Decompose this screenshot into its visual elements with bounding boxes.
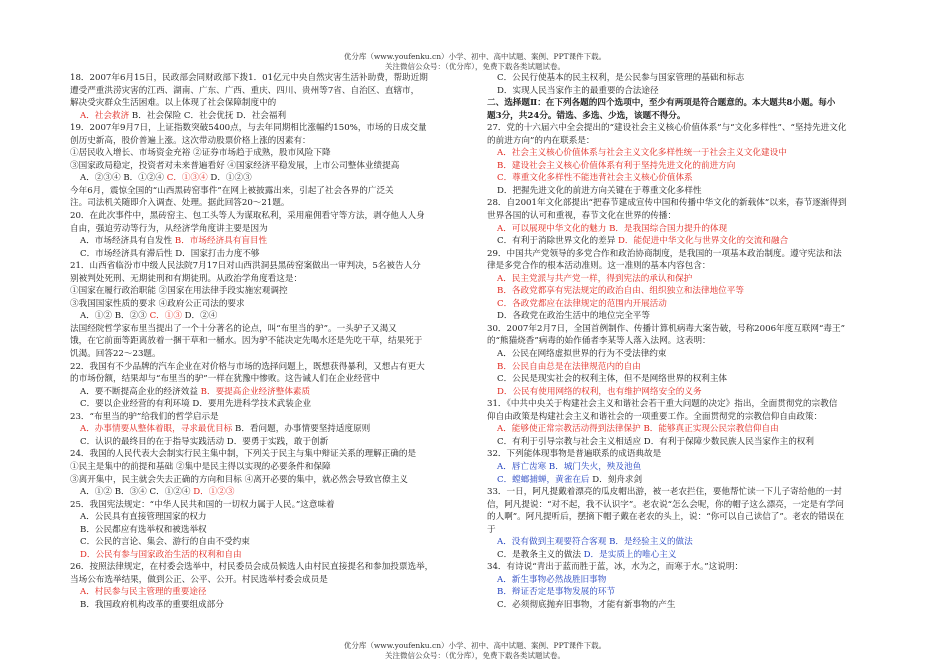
- text-line: [487, 298, 907, 311]
- text-run: ①民主是集中的前提和基础 ②集中是民主得以实现的必要条件和保障: [70, 461, 331, 472]
- text-run: 25．我国宪法规定：“中华人民共和国的一切权力属于人民。”这意味着: [70, 499, 335, 510]
- text-run: 20．在此次事件中，黑砖窑主、包工头等人为谋取私利，采用雇佣看守等方法，剥夺他人人身: [70, 211, 425, 222]
- text-run: B．市场经济具有盲目性: [174, 236, 268, 247]
- text-run: 22．我国有不少品牌的汽车企业在对价格与市场的选择问题上，既想获得暴利，又想占有更大: [70, 361, 425, 372]
- text-line: [487, 599, 907, 612]
- text-line: [70, 499, 480, 512]
- text-run: B．辩证否定是事物发展的环节: [497, 587, 616, 598]
- text-run: 27．党的十六届六中全会提出的“建设社会主义核心价值体系”与“文化多样性”、“坚持先进文化: [487, 123, 847, 134]
- text-run: A．社会主义核心价值体系与社会主义文化多样性统一于社会主义文化建设中: [497, 148, 787, 159]
- text-line: [487, 348, 907, 361]
- text-run: C．①③: [149, 311, 182, 322]
- text-line: [487, 411, 907, 424]
- text-run: D．②④: [181, 311, 218, 322]
- text-run: A．市场经济具有自发性: [80, 236, 175, 247]
- text-line: [70, 147, 480, 160]
- text-line: [70, 110, 480, 123]
- text-run: 于: [487, 524, 496, 535]
- page-footer: [0, 641, 950, 661]
- text-line: [70, 97, 480, 110]
- text-run: C．必须彻底抛弃旧事物，才能有新事物的产生: [497, 599, 676, 610]
- text-line: [70, 298, 480, 311]
- text-run: 饿，在它前面等距离放着一捆干草和一桶水。因为驴不能决定先喝水还是先吃干草，结果死于: [70, 336, 423, 347]
- text-run: C．公民行使基本的民主权利，是公民参与国家管理的基础和标志: [497, 73, 745, 83]
- text-run: 31．《中共中央关于构建社会主义和谐社会若干重大问题的决定》指出，全面贯彻党的宗教信: [487, 399, 838, 410]
- text-line: [487, 210, 907, 223]
- text-run: D．①②③: [207, 173, 252, 184]
- text-line: [70, 135, 480, 148]
- text-line: [70, 248, 480, 261]
- text-line: [487, 135, 907, 148]
- text-line: [487, 260, 907, 273]
- text-run: ①居民收入增长、市场资金充裕 ②证券市场趋于成熟，股市风险下降: [70, 148, 331, 159]
- text-run: 二、选择题Ⅱ：在下列各题的四个选项中，至少有两项是符合题意的。本大题共8小题。每小: [487, 98, 836, 109]
- text-run: 的市场份额，结果却与“布里当的驴”一样在犹豫中惨败。这告诫人们在企业经营中: [70, 374, 380, 385]
- text-run: B．我国政府机构改革的重要组成部分: [80, 599, 224, 610]
- text-run: B．能够真正实现公民宗教信仰自由: [640, 424, 779, 435]
- text-run: A．①② B．②③: [80, 311, 150, 322]
- text-run: C．是教条主义的做法: [497, 549, 584, 560]
- text-run: B．是我国综合国力提升的体现: [606, 223, 728, 234]
- text-line: [70, 411, 480, 424]
- text-line: [487, 361, 907, 374]
- text-run: 法国经院哲学家布里当提出了一个十分著名的论点，叫“布里当的驴”。一头驴子又渴又: [70, 323, 397, 334]
- text-run: C．各政党都应在法律规定的范围内开展活动: [497, 298, 667, 309]
- text-line: [487, 323, 907, 336]
- text-line: [487, 197, 907, 210]
- text-run: 饥渴。回答22～23题。: [70, 349, 161, 360]
- text-line: [487, 110, 907, 123]
- text-line: [70, 398, 480, 411]
- text-run: D．刻舟求剑: [589, 474, 643, 485]
- text-run: ①国家在履行政治职能 ②国家在用法律手段实施宏观调控: [70, 286, 288, 297]
- text-run: B．各政党都享有宪法规定的政治自由、组织独立和法律地位平等: [497, 286, 744, 297]
- text-line: [70, 323, 480, 336]
- text-line: [70, 574, 480, 587]
- text-run: 解决受灾群众生活困难。以上体现了社会保障制度中的: [70, 98, 277, 109]
- text-run: D．能促进中华文化与世界文化的交流和融合: [618, 236, 789, 247]
- footer-line-2: 关注微信公众号：（优分库），免费下载各类试题试卷。: [385, 651, 565, 660]
- text-line: [487, 373, 907, 386]
- text-run: 自由，强迫劳动等行为，从经济学角度讲主要是因为: [70, 223, 268, 234]
- text-line: [70, 185, 480, 198]
- text-run: 信，阿凡提说：“对不起，我不认识字”。老农说“怎么会呢，你的帽子这么漂亮，一定是有学问: [487, 499, 844, 510]
- text-run: 仰自由政策是构建社会主义和谐社会的一项重要工作。全面贯彻党的宗教信仰自由政策：: [487, 411, 823, 422]
- text-run: 的人啊”。阿凡提听后，摆摘下帽子戴在老农的头上，说：“你可以自己读信了”。老农的错误在: [487, 512, 844, 523]
- text-line: [487, 499, 907, 512]
- text-run: 注。司法机关随即介入调查、处理。据此回答20～21题。: [70, 198, 290, 209]
- text-run: ③国家政局稳定，投资者对未来普遍看好 ④国家经济平稳发展，上市公司整体业绩提高: [70, 160, 400, 171]
- text-line: [487, 386, 907, 399]
- text-line: [70, 197, 480, 210]
- text-run: A．①② B．③④ C．①②④: [80, 487, 194, 498]
- text-line: [487, 436, 907, 449]
- text-line: [70, 335, 480, 348]
- text-run: D．①②③: [193, 487, 235, 498]
- text-line: [487, 172, 907, 185]
- text-run: 33．一日，阿凡提戴着漂亮的瓜皮帽出游，被一老农拦住，要他帮忙读一下儿子寄给他的一封: [487, 487, 842, 498]
- text-line: [487, 511, 907, 524]
- text-line: [70, 273, 480, 286]
- text-line: [487, 486, 907, 499]
- text-run: B．要提高企业经济整体素质: [200, 386, 311, 397]
- text-run: D．公民有参与国家政治生活的权利和自由: [80, 549, 242, 560]
- text-run: A．社会救济: [80, 110, 130, 121]
- text-line: [487, 97, 907, 110]
- text-run: A．办事情要从整体着眼，寻求最优目标: [80, 424, 233, 435]
- text-run: 今年6月，震惊全国的“山西黑砖窑事件”在网上被披露出来，引起了社会各界的广泛关: [70, 185, 394, 196]
- text-line: [70, 172, 480, 185]
- left-column: [70, 72, 480, 612]
- text-run: C．螳螂捕蝉，黄雀在后: [497, 474, 590, 485]
- text-line: [487, 536, 907, 549]
- text-line: [70, 474, 480, 487]
- text-run: 30．2007年2月7日，全国首例制作、传播计算机病毒大案告破，号称2006年度互联网“毒王”: [487, 323, 845, 334]
- text-run: 律是多党合作的根本活动准则。这一准则的基本内容包含：: [487, 261, 711, 272]
- text-run: ③我国国家性质的要求 ④政府公正司法的要求: [70, 298, 245, 309]
- text-run: B．建设社会主义核心价值体系有利于坚持先进文化的前进方向: [497, 160, 736, 171]
- text-line: [487, 122, 907, 135]
- text-run: 32．下列能体现事物是普遍联系的成语典故是: [487, 449, 662, 460]
- text-line: [70, 586, 480, 599]
- page-header: [0, 52, 950, 72]
- text-run: 的“熊猫烧香”病毒的始作俑者李某等人落入法网。这表明：: [487, 336, 711, 347]
- text-run: B．公民自由总是在法律规范内的自由: [497, 361, 641, 372]
- text-line: [487, 160, 907, 173]
- text-run: 世界各国的认可和重视，春节文化在世界的传播：: [487, 211, 677, 222]
- text-line: [487, 549, 907, 562]
- text-line: [487, 398, 907, 411]
- text-run: A．可以展现中华文化的魅力: [497, 223, 607, 234]
- text-line: [487, 524, 907, 537]
- text-line: [487, 273, 907, 286]
- text-line: [70, 448, 480, 461]
- text-line: [70, 85, 480, 98]
- text-run: A．要不断提高企业的经济效益: [80, 386, 201, 397]
- text-line: [70, 223, 480, 236]
- text-line: [70, 260, 480, 273]
- text-run: B．公民都应有选举权和被选举权: [80, 524, 207, 535]
- text-run: 23．“布里当的驴”给我们的哲学启示是: [70, 411, 219, 422]
- text-line: [70, 461, 480, 474]
- text-line: [70, 511, 480, 524]
- text-line: [487, 586, 907, 599]
- text-line: [487, 85, 907, 98]
- text-run: A．新生事物必然战胜旧事物: [497, 574, 607, 585]
- text-run: C．认识的最终目的在于指导实践活动 D．要勇于实践，敢于创新: [80, 436, 329, 447]
- footer-line-1: 优分库（www.youfenku.cn）小学、初中、高中试题、案例、PPT课件下载。: [343, 641, 607, 650]
- text-run: 26．按照法律规定，在村委会选举中，村民委员会成员候选人由村民直接提名和参加投票选举，: [70, 562, 434, 573]
- text-line: [487, 235, 907, 248]
- text-line: [70, 361, 480, 374]
- text-run: C．有利于消除世界文化的差异: [497, 236, 619, 247]
- text-line: [70, 72, 480, 85]
- text-run: C．公民是现实社会的权利主体，但不是网络世界的权利主体: [497, 374, 728, 385]
- text-run: 遭受严重洪涝灾害的江西、湖南、广东、广西、重庆、四川、贵州等7省、自治区、直辖市，: [70, 85, 420, 96]
- text-run: 24．我国的人民代表大会制实行民主集中制，下列关于民主与集中辩证关系的理解正确的是: [70, 449, 417, 460]
- text-run: B．城门失火，殃及池鱼: [546, 461, 642, 472]
- text-line: [487, 423, 907, 436]
- text-line: [70, 386, 480, 399]
- text-line: [487, 574, 907, 587]
- text-line: [487, 285, 907, 298]
- text-run: D．是实质上的唯心主义: [583, 549, 677, 560]
- text-line: [70, 536, 480, 549]
- text-run: A．公民具有直接管理国家的权力: [80, 512, 207, 523]
- text-run: A．没有做到主观要符合客观: [497, 537, 607, 548]
- text-line: [487, 461, 907, 474]
- text-run: D．各政党在政治生活中的地位完全平等: [497, 311, 650, 322]
- text-run: 28．自2001年文化部提出“把春节建成宣传中国和传播中华文化的新载体”以来，春节逐渐得到: [487, 198, 847, 209]
- text-line: [70, 524, 480, 537]
- header-line-1: 优分库（www.youfenku.cn）小学、初中、高中试题、案例、PPT课件下载。: [343, 52, 607, 61]
- text-line: [70, 285, 480, 298]
- text-line: [70, 210, 480, 223]
- text-run: 19．2007年9月7日，上证指数突破5400点，与去年同期相比涨幅约150%，市场的日成交量: [70, 123, 427, 134]
- text-run: 21．山西省临汾市中级人民法院7月17日对山西洪洞县黑砖窑案做出一审判决，5名被告人分: [70, 261, 421, 272]
- text-run: B．看问题，办事情要坚持适度原则: [232, 424, 371, 435]
- text-run: A．②③④ B．①②④: [80, 173, 167, 184]
- text-run: C．①③④: [166, 173, 208, 184]
- text-run: C．公民的言论、集会、游行的自由不受约束: [80, 537, 250, 548]
- text-line: [487, 474, 907, 487]
- text-line: [487, 310, 907, 323]
- text-run: C．尊重文化多样性不能违背社会主义核心价值体系: [497, 173, 693, 184]
- text-run: A．公民在网络虚拟世界的行为不受法律约束: [497, 349, 667, 360]
- text-run: ③离开集中，民主就会失去正确的方向和目标 ④离开必要的集中，就必然会导致官僚主义: [70, 474, 408, 485]
- text-run: 18．2007年6月15日，民政部会同财政部下拨1．01亿元中央自然灾害生活补助费，帮助近期: [70, 73, 428, 83]
- text-run: 34．有诗说“青出于蓝而胜于蓝，冰，水为之，而寒于水。”这说明：: [487, 562, 744, 573]
- text-line: [487, 335, 907, 348]
- text-run: C．要以企业经营的有利环境 D．要用先进科学技术武装企业: [80, 399, 312, 410]
- text-run: C．市场经济具有滞后性 D．国家打击力度不够: [80, 248, 260, 259]
- text-line: [70, 373, 480, 386]
- text-run: 29．中国共产党领导的多党合作和政治协商制度，是我国的一项基本政治制度。遵守宪法和法: [487, 248, 842, 259]
- text-run: B．社会保险 C．社会优抚 D．社会福利: [129, 110, 287, 121]
- text-line: [487, 185, 907, 198]
- text-run: D．把握先进文化的前进方向关键在于尊重文化多样性: [497, 185, 702, 196]
- text-line: [70, 235, 480, 248]
- text-line: [487, 448, 907, 461]
- text-line: [70, 549, 480, 562]
- text-line: [70, 423, 480, 436]
- text-line: [487, 248, 907, 261]
- text-run: 当场公布选举结果，做到公正、公平、公开。村民选举村委会成员是: [70, 574, 328, 585]
- header-line-2: 关注微信公众号：（优分库），免费下载各类试题试卷。: [385, 62, 565, 71]
- text-run: D．实现人民当家作主的最重要的合法途径: [497, 85, 659, 96]
- text-run: 题3分，共24分。错选、多选、少选，该题不得分。: [487, 110, 686, 121]
- text-run: 别被判处死刑、无期徒刑和有期徒刑。从政治学角度看这是：: [70, 273, 303, 284]
- text-run: 的前进方向”的内在联系是：: [487, 135, 595, 146]
- text-line: [70, 561, 480, 574]
- text-run: A．唇亡齿寒: [497, 461, 547, 472]
- text-run: D．公民有使用网络的权利，也有维护网络安全的义务: [497, 386, 702, 397]
- text-run: A．村民参与民主管理的重要途径: [80, 587, 207, 598]
- text-run: B．是经验主义的做法: [606, 537, 693, 548]
- text-run: A．能够使正常宗教活动得到法律保护: [497, 424, 641, 435]
- text-line: [487, 72, 907, 85]
- text-line: [70, 122, 480, 135]
- text-run: A．民主党派与共产党一样，得到宪法的承认和保护: [497, 273, 693, 284]
- text-line: [70, 599, 480, 612]
- text-line: [487, 147, 907, 160]
- right-column: [487, 72, 907, 612]
- text-line: [70, 348, 480, 361]
- text-line: [487, 223, 907, 236]
- text-run: 创历史新高，股价普遍上涨。这次带动股票价格上涨的因素有：: [70, 135, 311, 146]
- text-line: [487, 561, 907, 574]
- text-line: [70, 436, 480, 449]
- text-line: [70, 486, 480, 499]
- text-line: [70, 310, 480, 323]
- text-line: [70, 160, 480, 173]
- text-run: C．有利于引导宗教与社会主义相适应 D．有利于保障少数民族人民当家作主的权利: [497, 436, 814, 447]
